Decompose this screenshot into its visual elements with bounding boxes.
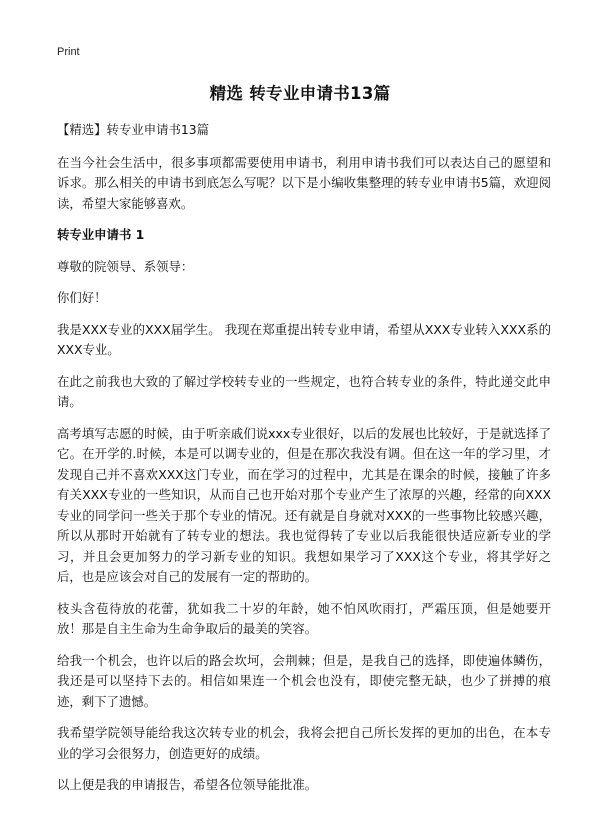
body-paragraph: 我希望学院领导能给我这次转专业的机会，我将会把自己所长发挥的更加的出色，在本专业的学习会很努力，创造更好的成绩。: [57, 725, 551, 761]
document-subtitle: 【精选】转专业申请书13篇: [57, 122, 210, 137]
body-paragraph: 在此之前我也大致的了解过学校转专业的一些规定，也符合转专业的条件，特此递交此申请。: [57, 373, 551, 409]
greeting: 你们好！: [57, 290, 107, 305]
closing-paragraph: 以上便是我的申请报告，希望各位领导能批准。: [57, 777, 318, 792]
document-title: 精选 转专业申请书13篇: [209, 84, 391, 103]
print-label[interactable]: Print: [57, 46, 80, 58]
body-paragraph: 我是XXX专业的XXX届学生。 我现在郑重提出转专业申请，希望从XXX专业转入XXX系的XXX专业。: [57, 321, 551, 357]
body-paragraph: 给我一个机会，也许以后的路会坎坷，会荆棘；但是，是我自己的选择，即使遍体鳞伤，我还是可以坚持下去的。相信如果连一个机会也没有，即使完整无缺，也少了拼搏的痕迹，剩下了遗憾。: [57, 652, 551, 709]
intro-paragraph: 在当今社会生活中，很多事项都需要使用申请书，利用申请书我们可以表达自己的愿望和诉求。那么相关的申请书到底怎么写呢？以下是小编收集整理的转专业申请书5篇，欢迎阅读，希望大家能够喜欢。: [57, 154, 551, 211]
body-paragraph: 高考填写志愿的时候，由于听亲戚们说xxx专业很好，以后的发展也比较好，于是就选择了它。在开学的.时候，本是可以调专业的，但是在那次我没有调。但在这一年的学习里，才发现自己并不喜欢XXX这门专业，而在学习的过程中，尤其是在课余的时候，接触了许多有关XXX专业的一些知识，从而自己也开始对那个专业产生了浓厚的兴趣，经常的向XXX专业的同学问一些关于那个专业的情况。还有就是自身就对XXX的一些事物比较感兴趣，所以从那时开始就有了转专业的想法。我也觉得转了专业以后我能很快适应新专业的学习，并且会更加努力的学习新专业的知识。我想如果学习了XXX这个专业，将其学好之后，也是应该会对自己的发展有一定的帮助的。: [57, 425, 551, 584]
salutation: 尊敬的院领导、系领导：: [57, 258, 194, 274]
document-body: [57, 120, 551, 807]
body-paragraph: 枝头含苞待放的花蕾，犹如我二十岁的年龄，她不怕风吹雨打，严霜压顶，但是她要开放！那是自主生命为生命争取后的最美的笑容。: [57, 600, 551, 636]
section-heading: 转专业申请书 1: [57, 227, 145, 242]
